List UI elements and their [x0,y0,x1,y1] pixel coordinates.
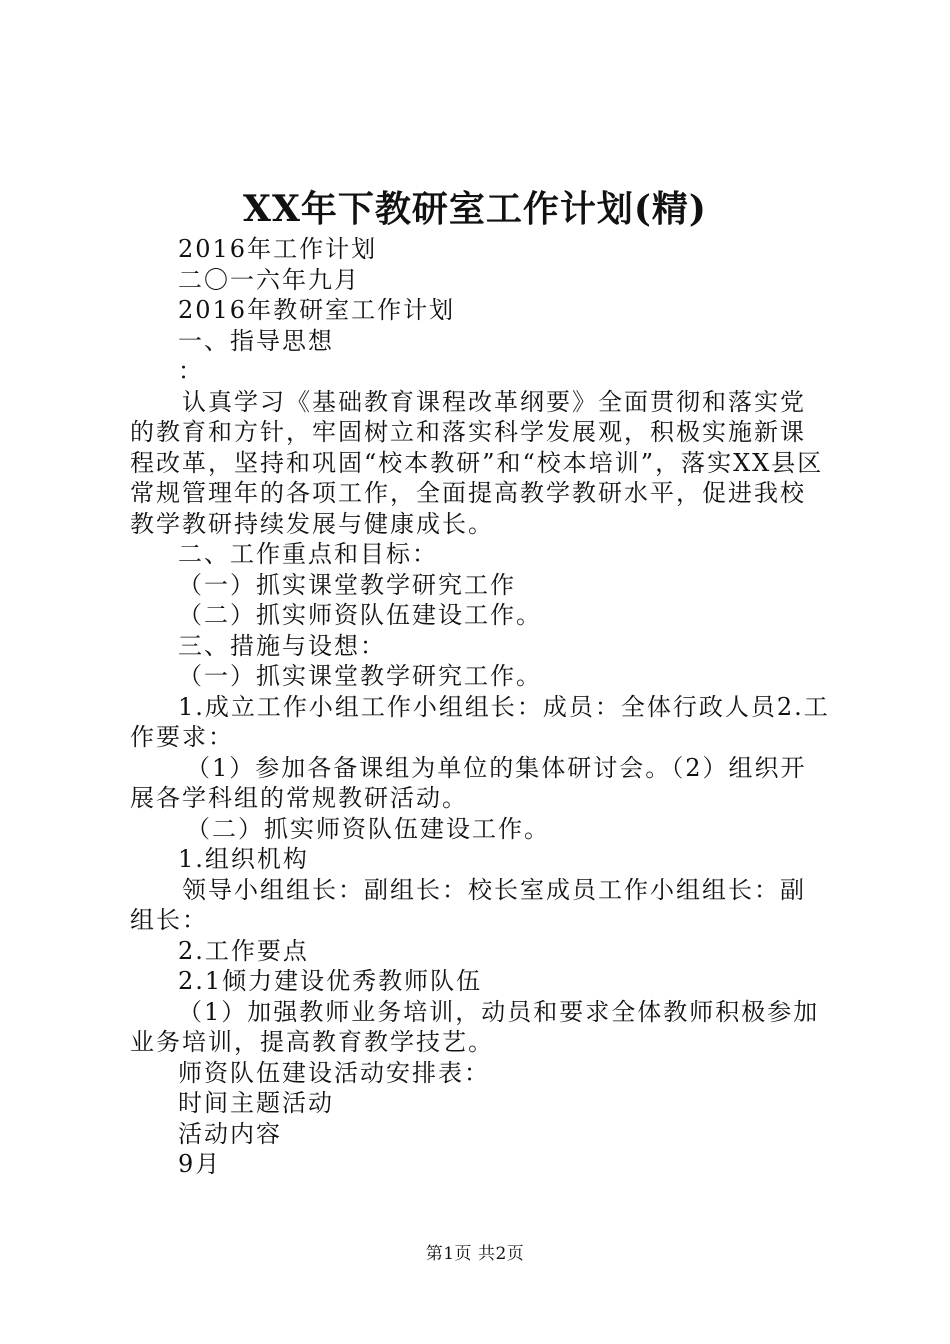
paragraph: 二、工作重点和目标： [178,540,438,568]
paragraph: 2016年教研室工作计划 [178,296,456,324]
document-body [130,234,830,1180]
document-title: XX年下教研室工作计划(精) [243,188,707,230]
paragraph: 领导小组组长：副组长：校长室成员工作小组组长：副组长： [130,875,806,934]
paragraph: 一、指导思想 [178,326,334,355]
paragraph: 时间主题活动 [178,1089,334,1117]
paragraph: （一）抓实课堂教学研究工作 [178,570,516,599]
paragraph: （一）抓实课堂教学研究工作。 [178,662,542,690]
paragraph: （1）加强教师业务培训，动员和要求全体教师积极参加业务培训，提高教育教学技艺。 [130,997,820,1056]
paragraph: 认真学习《基础教育课程改革纲要》全面贯彻和落实党的教育和方针，牢固树立和落实科学发展观，积极实施新课程改革，坚持和巩固“校本教研”和“校本培训”，落实XX县区常规管理年的各项工作，全面提高教学教研水平，促进我校教学教研持续发展与健康成长。 [130,387,824,538]
paragraph: 师资队伍建设活动安排表： [178,1058,490,1087]
paragraph: 1.成立工作小组工作小组组长：成员：全体行政人员2.工作要求： [130,692,830,751]
paragraph: 活动内容 [178,1119,282,1148]
paragraph: 1.组织机构 [178,845,309,873]
paragraph: 2.1倾力建设优秀教师队伍 [178,967,483,995]
paragraph: ： [178,357,204,385]
paragraph: （二）抓实师资队伍建设工作。 [186,814,550,843]
paragraph: 二〇一六年九月 [178,265,360,294]
paragraph: 2016年工作计划 [178,235,378,263]
paragraph: 9月 [178,1150,222,1178]
paragraph: （1）参加各备课组为单位的集体研讨会。（2）组织开展各学科组的常规教研活动。 [130,753,807,812]
paragraph: 2.工作要点 [178,936,309,965]
page-number-footer: 第1页 共2页 [425,1244,525,1264]
paragraph: 三、措施与设想： [178,631,386,660]
paragraph: （二）抓实师资队伍建设工作。 [178,601,542,629]
